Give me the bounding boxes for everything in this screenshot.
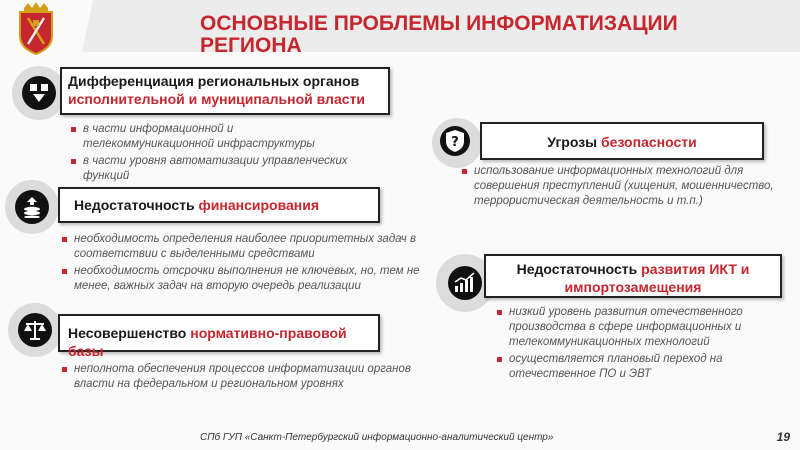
threat-highlight: безопасности (601, 134, 697, 150)
coins-stack-icon (15, 190, 49, 224)
norm-text: Несовершенство (68, 325, 191, 341)
threat-bullets (474, 164, 774, 209)
diff-icon-circle (12, 66, 66, 120)
threat-bullet-1: использование информационных технологий для совершения преступлений (хищения, мошенничество, террористическая деятельность и т.п.) (474, 165, 774, 207)
ikt-bullets (509, 305, 779, 382)
fin-bullets (74, 232, 426, 294)
svg-text:?: ? (451, 135, 459, 150)
threat-box (480, 122, 764, 160)
ikt-highlight: развития ИКТ и импортозамещения (564, 261, 750, 295)
shield-question-icon (440, 126, 470, 156)
threat-text: Угрозы (547, 134, 602, 150)
fin-box (58, 187, 380, 223)
norm-box (58, 314, 380, 359)
page-number: 19 (776, 430, 790, 444)
norm-highlight: нормативно-правовой базы (68, 325, 347, 359)
diff-line1: Дифференциация региональных органов (68, 73, 360, 89)
diff-line2: исполнительной и муниципальной власти (68, 91, 365, 107)
fin-bullet-2: необходимость отсрочки выполнения не ключевых, но, тем не менее, важных задач на вторую очередь реализации (74, 264, 426, 294)
scales-icon (18, 313, 52, 347)
coat-of-arms-logo (14, 2, 58, 56)
ikt-text: Недостаточность (516, 261, 642, 277)
ikt-box (484, 254, 782, 298)
norm-bullet-1: неполнота обеспечения процессов информатизации органов власти на федеральном и региональном уровнях (74, 362, 414, 392)
ikt-bullet-2: осуществляется плановый переход на отечественное ПО и ЭВТ (509, 352, 779, 382)
threat-icon-circle (432, 118, 482, 168)
hierarchy-icon (22, 76, 56, 110)
fin-highlight: финансирования (198, 197, 320, 213)
diff-bullet-1: в части информационной и телекоммуникационной инфраструктуры (83, 122, 363, 152)
growth-chart-icon (448, 266, 482, 300)
footer-org: СПб ГУП «Санкт-Петербургский информационно-аналитический центр» (200, 432, 554, 443)
fin-bullet-1: необходимость определения наиболее приоритетных задач в соответствии с выделенными средствами (74, 232, 426, 262)
norm-bullets (74, 362, 414, 392)
fin-text: Недостаточность (74, 197, 199, 213)
fin-icon-circle (5, 180, 59, 234)
ikt-bullet-1: низкий уровень развития отечественного производства в сфере информационных и телекоммуникационных технологий (509, 305, 779, 350)
slide-title: ОСНОВНЫЕ ПРОБЛЕМЫ ИНФОРМАТИЗАЦИИ РЕГИОНА (200, 12, 678, 57)
diff-box (60, 67, 390, 115)
diff-bullet-2: в части уровня автоматизации управленческих функций (83, 154, 363, 184)
norm-icon-circle (8, 303, 62, 357)
diff-bullets (83, 122, 363, 184)
